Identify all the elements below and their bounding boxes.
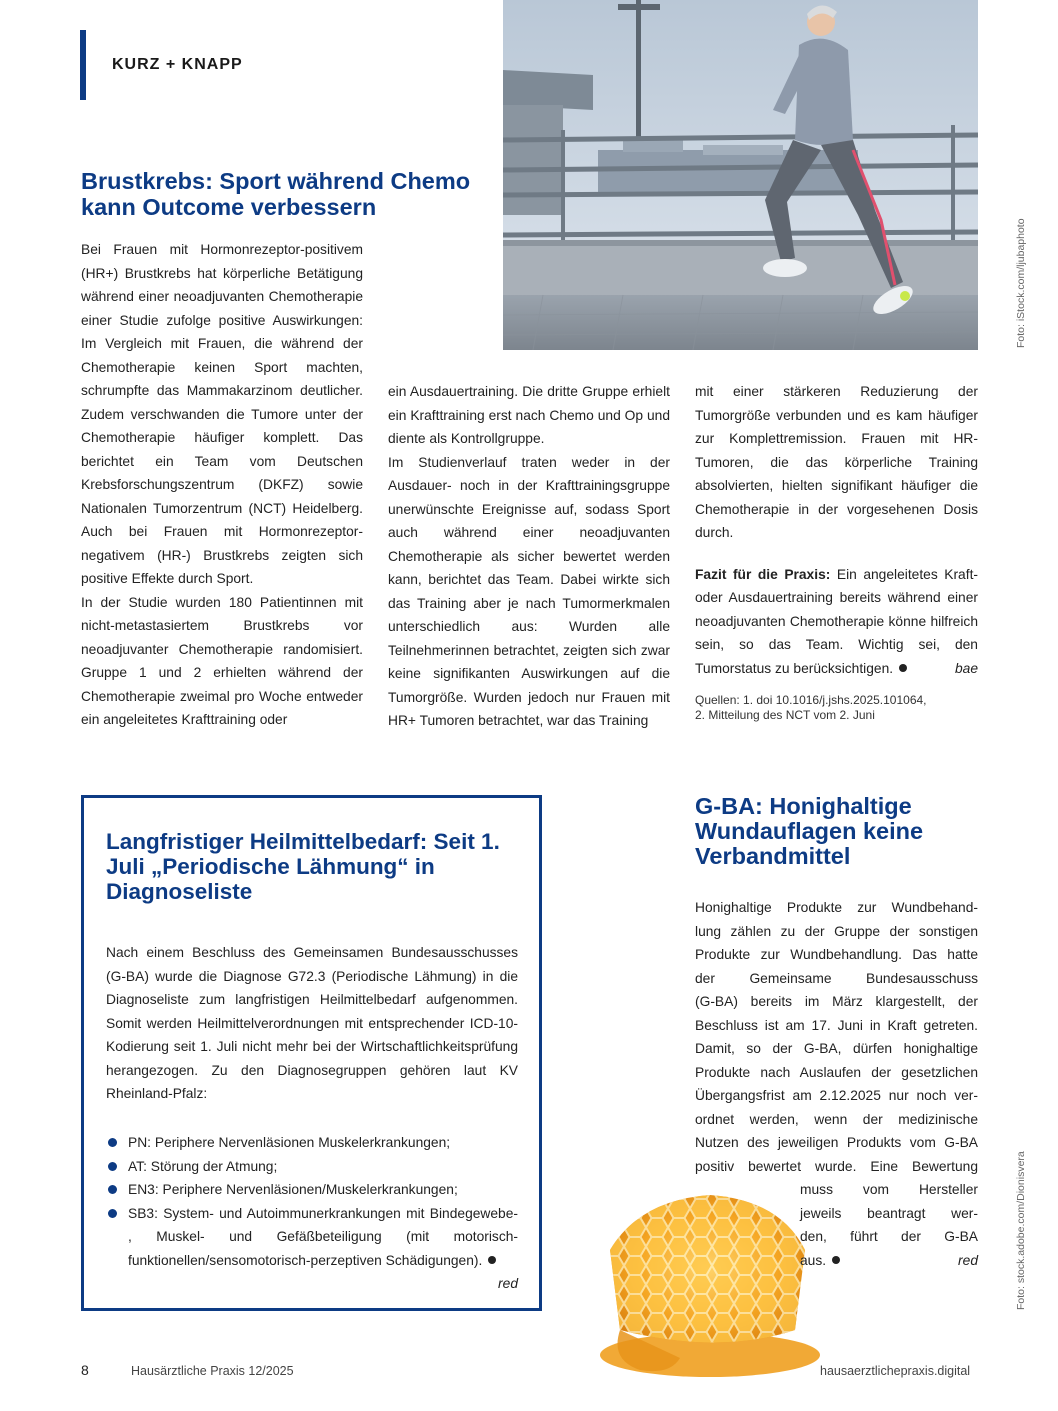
list-item-text: PN: Periphere Nervenläsionen Muskelerkrankungen;: [128, 1135, 451, 1150]
text-line: ordnet werden, wenn der medizinische: [695, 1111, 978, 1127]
diagnosis-group-list: [106, 1131, 518, 1296]
list-item: [106, 1178, 518, 1202]
fazit-label: Fazit für die Praxis:: [695, 566, 831, 582]
author-signature: red: [498, 1276, 518, 1291]
list-item-text: AT: Störung der Atmung;: [128, 1158, 278, 1174]
article-title-gba: G-BA: Honighaltige Wundauflagen keine Verbandmittel: [695, 793, 924, 869]
text-line: Damit, so der G-BA, dürfen honighaltige: [695, 1041, 978, 1056]
box-title: Langfristiger Heilmittelbedarf: Seit 1. Juli „Periodische Lähmung“ in Diagnoseliste: [106, 829, 500, 904]
list-item-text: SB3: System- und Autoimmunerkrankungen mit Bindegewebe- , Muskel- und Gefäßbeteiligung (mit motorisch-funktionellen/sensomotorisch-perzeptiven Schädigungen).: [128, 1205, 518, 1268]
text-line: Produkte zur Wundbehandlung. Das hatte: [695, 947, 978, 962]
author-signature: bae: [954, 660, 978, 676]
text-line: lung zählen zu der Gruppe der sonstigen: [695, 923, 978, 939]
article1-paragraph: mit einer stärkeren Reduzierung der Tumorgröße verbunden und es kam häufiger zur Komplettremission. Frauen mit HR- Tumoren, die das körperliche Training absolvierten, hielten signifikant häufiger die Chemotherapie in der vorgesehenen Dosis durch.: [695, 384, 978, 540]
text-line: Nutzen des jeweiligen Produkts vom G-BA: [695, 1135, 978, 1150]
text-line: Übergangsfrist am 2.12.2025 nur noch ver-: [695, 1088, 978, 1103]
article1-column-2: [388, 380, 670, 733]
text-line: (G-BA) bereits im März klargestellt, der: [695, 994, 978, 1009]
runner-photo: [503, 0, 978, 350]
end-mark-icon: [488, 1256, 496, 1264]
bullet-icon: [108, 1185, 117, 1194]
journal-name: Hausärztliche Praxis 12/2025: [131, 1364, 294, 1378]
article-title-breast-cancer: Brustkrebs: Sport während Chemo kann Outcome verbessern: [81, 168, 471, 220]
text-line: muss vom Hersteller: [800, 1182, 978, 1197]
source-line: Quellen: 1. doi 10.1016/j.jshs.2025.101064,: [695, 693, 927, 707]
text-line-end: aus.: [800, 1252, 827, 1268]
text-line: Beschluss ist am 17. Juni in Kraft getreten.: [695, 1017, 978, 1033]
end-mark-icon: [832, 1256, 840, 1264]
text-line: der Gemeinsame Bundesausschuss: [695, 970, 978, 986]
box-body-text: Nach einem Beschluss des Gemeinsamen Bundesausschusses (G-BA) wurde die Diagnose G72.3 (Periodische Lähmung) in die Diagnoseliste zum langfristigen Heilmittelbedarf aufgenommen. Somit werden Heilmittelverordnungen mit entsprechender ICD-10-Kodierung seit 1. Juli nicht mehr bei der Wirtschaftlichkeitsprüfung herangezogen. Zu den Diagnosegruppen gehören laut KV Rheinland-Pfalz:: [106, 945, 518, 1101]
text-line: Honighaltige Produkte zur Wundbehand-: [695, 900, 978, 915]
bullet-icon: [108, 1209, 117, 1218]
photo-credit-runner: Foto: iStock.com/ljubaphoto: [1015, 218, 1027, 348]
source-line: 2. Mitteilung des NCT vom 2. Juni: [695, 708, 875, 722]
article1-column-1: [81, 238, 363, 732]
article1-paragraph: In der Studie wurden 180 Patientinnen mit nicht-metastasiertem Brustkrebs vor neoadjuvanter Chemotherapie randomisiert. Gruppe 1 und 2 erhielten während der Chemotherapie zweimal pro Woche entweder ein angeleitetes Krafttraining oder: [81, 594, 363, 727]
rubric-accent-bar: [80, 30, 86, 100]
bullet-icon: [108, 1138, 117, 1147]
text-line-last: [695, 1249, 978, 1273]
text-line: jeweils beantragt wer-: [800, 1205, 978, 1221]
rubric-label: KURZ + KNAPP: [112, 56, 243, 73]
article2-body: [695, 896, 978, 1272]
list-item: [106, 1155, 518, 1179]
sources: [695, 693, 978, 723]
text-line: positiv bewertet wurde. Eine Bewertung: [695, 1158, 978, 1174]
article1-paragraph: ein Ausdauertraining. Die dritte Gruppe erhielt ein Krafttraining erst nach Chemo und Op und diente als Kontrollgruppe.: [388, 384, 670, 446]
article1-paragraph: Im Studienverlauf traten weder in der Ausdauer- noch in der Krafttrainingsgruppe unerwünschte Ereignisse auf, sodass Sport auch während einer neoadjuvanten Chemotherapie als sicher bewertet werden kann, berichtet das Team. Dabei wirkte sich das Training aber je nach Tumormerkmalen unterschiedlich aus: Wurden alle Teilnehmerinnen betrachtet, zeigten sich zwar keine signifikanten Auswirkungen auf die Tumorgröße. Wurden jedoch nur Frauen mit HR+ Tumoren betrachtet, war das Training: [388, 454, 670, 728]
list-item: [106, 1131, 518, 1155]
fazit-text: Ein angeleitetes Kraft- oder Ausdauertraining bereits während einer neoadjuvanten Chemotherapie könne hilfreich sein, so das Team. Wichtig sei, den Tumorstatus zu berücksichtigen.: [695, 566, 978, 676]
bullet-icon: [108, 1162, 117, 1171]
article1-paragraph: Bei Frauen mit Hormonrezeptor-positivem (HR+) Brustkrebs hat körperliche Betätigung während einer neoadjuvanten Chemotherapie einer Studie zufolge positive Auswirkungen: Im Vergleich mit Frauen, die während der Chemotherapie keinen Sport machten, schrumpfte das Mammakarzinom deutlicher. Zudem verschwanden die Tumore unter der Chemotherapie häufiger komplett. Das berichtet ein Team vom Deutschen Krebsforschungszentrum (DKFZ) sowie Nationalen Tumorzentrum (NCT) Heidelberg. Auch bei Frauen mit Hormonrezeptor-negativem (HR-) Brustkrebs zeigten sich positive Effekte durch Sport.: [81, 242, 363, 586]
website-url: hausaerztlichepraxis.digital: [820, 1364, 971, 1378]
list-item-text: EN3: Periphere Nervenläsionen/Muskelerkrankungen;: [128, 1182, 458, 1197]
text-line: Produkte nach Auslaufen der gesetzlichen: [695, 1064, 978, 1080]
author-signature: red: [958, 1252, 978, 1268]
fazit-paragraph: [695, 563, 978, 681]
photo-credit-honey: Foto: stock.adobe.com/Dionisvera: [1015, 1151, 1027, 1310]
list-item: [106, 1202, 518, 1291]
end-mark-icon: [899, 664, 907, 672]
text-line: den, führt der G-BA: [800, 1229, 978, 1244]
article1-column-3: [695, 380, 978, 680]
page-number: 8: [81, 1362, 89, 1378]
